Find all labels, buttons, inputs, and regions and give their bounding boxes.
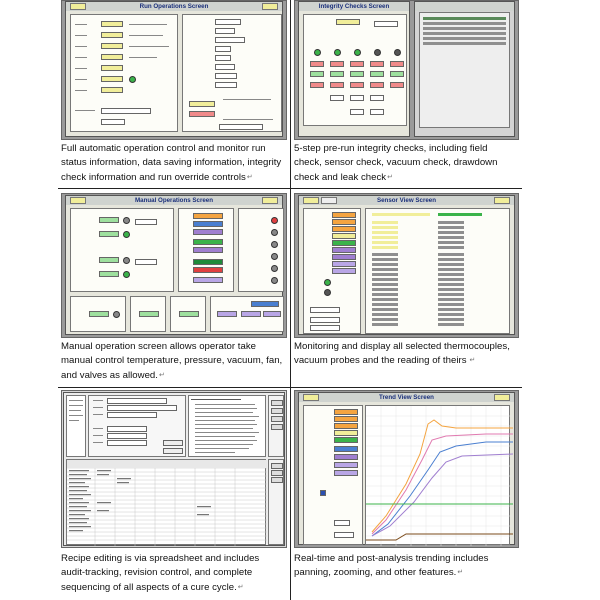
status-field [334, 454, 358, 460]
check-button[interactable] [350, 71, 364, 77]
recipe-editor-caption: Recipe editing is via spreadsheet and includes audit-tracking, revision control, and complete sequencing of all aspects of a cure cycle.↵ [61, 552, 287, 595]
exit-button[interactable] [262, 3, 278, 10]
status-field [332, 226, 356, 232]
check-button[interactable] [330, 71, 344, 77]
data-interval-field[interactable] [101, 119, 125, 125]
step-button[interactable] [101, 54, 123, 60]
side-button[interactable] [271, 408, 283, 414]
status-field [334, 430, 358, 436]
valve-control-panel [178, 208, 234, 292]
check-button[interactable] [390, 71, 404, 77]
check-button[interactable] [370, 61, 384, 67]
trend-series-brown [366, 534, 513, 540]
caption-line: Monitoring and display all selected thermocouples, [294, 341, 510, 352]
manual-control-button[interactable] [99, 231, 119, 237]
start-checks-button[interactable] [336, 19, 360, 25]
status-field [334, 416, 358, 422]
status-led-icon [113, 311, 120, 318]
status-led-icon [324, 289, 331, 296]
caption-line: Real-time and post-analysis trending includes [294, 553, 489, 564]
document-table [58, 0, 522, 600]
manual-operations-window [65, 195, 283, 335]
sensor-check-led-icon [334, 49, 341, 56]
check-button[interactable] [310, 61, 324, 67]
menu-button[interactable] [70, 197, 86, 204]
manual-control-button[interactable] [193, 229, 223, 235]
caption-line: panning, zooming, and other features. [294, 567, 457, 579]
sensor-summary-panel [303, 208, 361, 334]
integrity-checks-title: Integrity Checks Screen [318, 3, 390, 10]
trend-view-caption: Real-time and post-analysis trending includes panning, zooming, and other features.↵ [294, 552, 519, 581]
status-led-icon [271, 241, 278, 248]
status-field [334, 446, 358, 452]
status-field [334, 520, 350, 526]
cell-run-operations [58, 0, 290, 188]
recipe-tree[interactable] [66, 395, 86, 457]
check-button[interactable] [350, 61, 364, 67]
manual-control-button[interactable] [139, 311, 159, 317]
status-field [332, 268, 356, 274]
check-button[interactable] [330, 61, 344, 67]
manual-control-button[interactable] [217, 311, 237, 317]
caption-line: 5-step pre-run integrity checks, including field [294, 143, 488, 154]
check-button[interactable] [310, 71, 324, 77]
field-check-led-icon [314, 49, 321, 56]
status-field [374, 21, 398, 27]
manual-control-button[interactable] [89, 311, 109, 317]
run-operations-window [65, 1, 283, 137]
status-led-icon [271, 217, 278, 224]
pressure-control-panel [70, 296, 126, 332]
check-button[interactable] [330, 82, 344, 88]
sensor-view-title: Sensor View Screen [376, 197, 437, 204]
revision-button[interactable] [163, 440, 183, 446]
status-field [334, 423, 358, 429]
recipe-properties [88, 395, 186, 457]
vacuum-control-panel [130, 296, 166, 332]
recipe-editor-screenshot [61, 390, 287, 548]
manual-control-button[interactable] [193, 239, 223, 245]
status-field [370, 95, 384, 101]
manual-control-button[interactable] [263, 311, 281, 317]
input-field[interactable] [107, 440, 147, 446]
drawdown-check-led-icon [374, 49, 381, 56]
status-field [334, 462, 358, 468]
manual-control-button[interactable] [179, 311, 199, 317]
vacuum-check-led-icon [354, 49, 361, 56]
side-button[interactable] [271, 463, 283, 469]
exit-button[interactable] [262, 197, 278, 204]
status-led-icon [129, 76, 136, 83]
manual-control-button[interactable] [251, 301, 279, 307]
status-field [334, 470, 358, 476]
caption-line: check and leak check [294, 171, 387, 183]
run-operations-title: Run Operations Screen [139, 3, 209, 10]
recipe-side-buttons [268, 395, 284, 457]
check-button[interactable] [370, 71, 384, 77]
exit-button[interactable] [494, 394, 510, 401]
sensor-view-caption: Monitoring and display all selected thermocouples, vacuum probes and the reading of theirs ↵ [294, 340, 519, 369]
caption-line: manual control temperature, pressure, vacuum, fan, [61, 355, 283, 367]
status-field [350, 95, 364, 101]
manual-control-button[interactable] [193, 247, 223, 253]
side-button[interactable] [271, 477, 283, 483]
status-field [215, 28, 235, 34]
sensor-view-screenshot [294, 193, 519, 338]
status-field [215, 55, 231, 61]
manual-control-button[interactable] [193, 213, 223, 219]
check-button[interactable] [390, 61, 404, 67]
status-led-icon [123, 231, 130, 238]
side-button[interactable] [271, 470, 283, 476]
status-field [135, 259, 157, 265]
abort-button[interactable] [189, 111, 215, 117]
trend-series-purple [372, 454, 513, 536]
side-button[interactable] [271, 400, 283, 406]
mode-control-panel [210, 296, 284, 332]
manual-control-button[interactable] [241, 311, 261, 317]
manual-control-button[interactable] [99, 271, 119, 277]
status-led-icon [271, 265, 278, 272]
status-field [330, 95, 344, 101]
status-field [332, 240, 356, 246]
step-button[interactable] [101, 43, 123, 49]
trend-view-screenshot [294, 390, 519, 548]
status-field [215, 46, 231, 52]
run-steps-panel [70, 14, 178, 132]
recipe-step-list[interactable] [188, 395, 266, 457]
manual-control-button[interactable] [99, 217, 119, 223]
recipe-spreadsheet[interactable] [66, 459, 266, 545]
status-led-icon [324, 279, 331, 286]
spreadsheet-grid [67, 460, 267, 546]
trend-view-title: Trend View Screen [379, 394, 434, 401]
sensor-view-window [298, 195, 515, 335]
manual-control-button[interactable] [193, 259, 223, 265]
trend-view-window [298, 392, 515, 545]
cell-trend-view [291, 388, 522, 600]
input-field[interactable] [107, 433, 147, 439]
status-field [334, 532, 354, 538]
recipe-grid-buttons [268, 459, 284, 545]
override-button[interactable] [189, 101, 215, 107]
manual-operations-title: Manual Operations Screen [134, 197, 214, 204]
caption-line: status information, data saving information, integrity [61, 157, 282, 169]
cell-integrity-checks [291, 0, 522, 188]
audit-button[interactable] [163, 448, 183, 454]
status-led-icon [271, 277, 278, 284]
menu-button[interactable] [303, 394, 319, 401]
cell-recipe-editor [58, 388, 290, 600]
status-led-icon [123, 271, 130, 278]
status-field [332, 233, 356, 239]
integrity-checks-window [298, 1, 410, 137]
caption-line: sequencing of all aspects of a cure cycle. [61, 581, 237, 593]
caption-line: check information and run override controls [61, 171, 246, 183]
cell-sensor-view [291, 189, 522, 387]
status-field [332, 261, 356, 267]
trend-chart-svg [366, 406, 513, 546]
options-button[interactable] [321, 197, 337, 204]
run-operations-caption: Full automatic operation control and monitor run status information, data saving information, integrity check information and run override controls↵ [61, 142, 287, 185]
caption-line: Full automatic operation control and monitor run [61, 143, 266, 154]
manual-control-button[interactable] [99, 257, 119, 263]
sensor-list-panel [365, 208, 510, 334]
status-field [332, 219, 356, 225]
side-button[interactable] [271, 424, 283, 430]
status-field [370, 109, 384, 115]
exit-button[interactable] [494, 197, 510, 204]
step-button[interactable] [101, 65, 123, 71]
fan-control-panel [238, 208, 284, 292]
recipe-editor-window [63, 392, 285, 546]
status-field [215, 73, 237, 79]
manual-control-button[interactable] [193, 267, 223, 273]
status-field [215, 19, 241, 25]
status-field [135, 219, 157, 225]
status-field [332, 212, 356, 218]
status-field [334, 437, 358, 443]
caption-line: audit-tracking, revision control, and complete [61, 567, 253, 579]
leak-check-led-icon [394, 49, 401, 56]
caption-line: Recipe editing is via spreadsheet and includes [61, 553, 260, 564]
vent-control-panel [170, 296, 206, 332]
status-field [215, 64, 235, 70]
input-field[interactable] [107, 412, 157, 418]
status-field [332, 247, 356, 253]
status-field [215, 82, 237, 88]
status-field [334, 409, 358, 415]
integrity-checks-caption: 5-step pre-run integrity checks, including field check, sensor check, vacuum check, drawdown check and leak check↵ [294, 142, 519, 185]
step-button[interactable] [101, 21, 123, 27]
status-field [310, 307, 340, 313]
manual-control-button[interactable] [193, 221, 223, 227]
caption-line: and valves as allowed. [61, 369, 158, 381]
status-led-icon [123, 217, 130, 224]
status-field [332, 254, 356, 260]
status-field [350, 109, 364, 115]
status-field [310, 325, 340, 331]
integrity-checks-panel [303, 14, 407, 126]
running-checkbox[interactable] [320, 490, 326, 496]
status-led-icon [123, 257, 130, 264]
integrity-log-window [414, 1, 515, 137]
run-status-panel [182, 14, 282, 132]
manual-operations-screenshot [61, 193, 287, 338]
trend-series-pink [372, 434, 513, 534]
manual-control-button[interactable] [193, 277, 223, 283]
step-button[interactable] [101, 32, 123, 38]
step-button[interactable] [101, 87, 123, 93]
input-field[interactable] [107, 398, 167, 404]
input-field[interactable] [107, 426, 147, 432]
check-button[interactable] [310, 82, 324, 88]
manual-operations-caption: Manual operation screen allows operator take manual control temperature, pressure, vacuum, fan, and valves as allowed.↵ [61, 340, 287, 383]
menu-button[interactable] [303, 197, 319, 204]
caption-line: Manual operation screen allows operator take [61, 341, 256, 352]
cell-manual-operations [58, 189, 290, 387]
caption-line: check, sensor check, vacuum check, drawdown [294, 157, 498, 169]
check-button[interactable] [350, 82, 364, 88]
operator-field[interactable] [219, 124, 263, 130]
temperature-control-panel [70, 208, 174, 292]
trend-chart[interactable] [365, 405, 510, 545]
caption-line: vacuum probes and the reading of theirs [294, 355, 467, 367]
trend-legend-panel [303, 405, 363, 545]
integrity-log-table [419, 12, 510, 128]
status-field [310, 317, 340, 323]
step-button[interactable] [101, 76, 123, 82]
status-led-icon [271, 229, 278, 236]
side-button[interactable] [271, 416, 283, 422]
data-file-field[interactable] [101, 108, 151, 114]
check-button[interactable] [370, 82, 384, 88]
integrity-checks-screenshot [294, 0, 519, 140]
input-field[interactable] [107, 405, 177, 411]
run-operations-screenshot [61, 0, 287, 140]
check-button[interactable] [390, 82, 404, 88]
status-field [215, 37, 245, 43]
menu-button[interactable] [70, 3, 86, 10]
status-led-icon [271, 253, 278, 260]
